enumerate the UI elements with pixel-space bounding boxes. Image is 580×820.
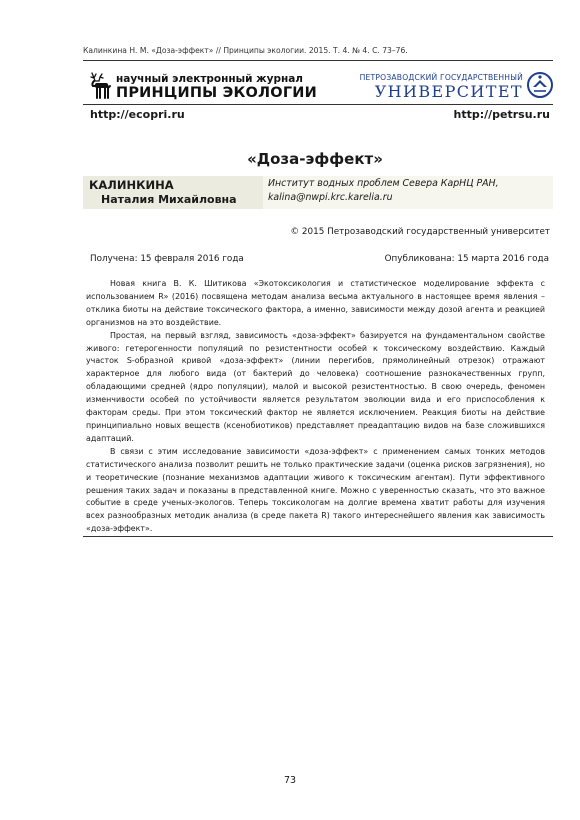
- university-url-link[interactable]: http://petrsu.ru: [453, 108, 550, 121]
- divider: [83, 60, 553, 61]
- published-date: Опубликована: 15 марта 2016 года: [384, 254, 549, 264]
- received-date: Получена: 15 февраля 2016 года: [90, 254, 244, 264]
- citation-line: Калинкина Н. М. «Доза-эффект» // Принципы экологии. 2015. Т. 4. № 4. С. 73–76.: [83, 46, 408, 55]
- divider: [83, 536, 553, 537]
- author-given-names: Наталия Михайловна: [101, 193, 237, 206]
- university-name-line2: УНИВЕРСИТЕТ: [374, 82, 523, 101]
- affiliation-panel: [263, 176, 553, 209]
- journal-name: ПРИНЦИПЫ ЭКОЛОГИИ: [116, 85, 317, 101]
- divider: [83, 104, 553, 105]
- author-surname: КАЛИНКИНА: [89, 178, 174, 192]
- body-paragraph: Новая книга В. К. Шитикова «Экотоксикология и статистическое моделирование эффекта с использованием R» (2016) посвящена методам анализа весьма актуального в настоящее время явления – отклика биоты на действие токсического фактора, а именно, зависимости между дозой агента и реакцией организмов на это воздействие.: [86, 279, 545, 327]
- journal-url-link[interactable]: http://ecopri.ru: [90, 108, 185, 121]
- article-body: [86, 278, 545, 536]
- university-name-line1: ПЕТРОЗАВОДСКИЙ ГОСУДАРСТВЕННЫЙ: [359, 73, 523, 82]
- university-logo-block[interactable]: [359, 70, 555, 104]
- copyright-notice: © 2015 Петрозаводский государственный университет: [290, 227, 550, 237]
- journal-type-label: научный электронный журнал: [116, 73, 303, 85]
- body-paragraph: Простая, на первый взгляд, зависимость «доза-эффект» базируется на фундаментальном свойстве живого: гетерогенности популяций по резистентности особей к токсическому воздействию. Каждый участок S-образной кривой «доза-эффект» (линии перегибов, прямолинейный отрезок) отражают характерное для любого вида (от бактерий до человека) соотношение разнокачественных групп, обладающими средней (ядро популяции), малой и высокой резистентностью. В свою очередь, феномен изменчивости особей по устойчивости является результатом эволюции вида и его приспособления к факторам среды. При этом токсический фактор не является исключением. Реакция биоты на действие принципиально новых веществ (ксенобиотиков) представляет преадаптацию видов на базе сложившихся адаптаций.: [86, 330, 545, 443]
- affiliation-institute: Институт водных проблем Севера КарНЦ РАН,: [268, 178, 499, 189]
- article-title: «Доза-эффект»: [247, 150, 383, 168]
- body-paragraph: В связи с этим исследование зависимости «доза-эффект» с применением самых тонких методов статистического анализа позволит решить не только практические задачи (оценка рисков загрязнения), но и теоретические (познание механизмов адаптации живого к токсическим агентам). Пути эффективного решения таких задач и показаны в представленной книге. Можно с уверенностью сказать, что это важное событие в среде ученых-экологов. Теперь токсикологам на долгие времена хватит работы для изучения всех разнообразных методик анализа (в среде пакета R) такого интереснейшего явления как зависимость «доза-эффект».: [86, 446, 545, 534]
- author-box: [83, 176, 553, 209]
- university-emblem-icon: [527, 71, 553, 99]
- deer-logo-icon: [86, 71, 112, 101]
- page-number: 73: [283, 775, 297, 786]
- author-email-link[interactable]: kalina@nwpi.krc.karelia.ru: [268, 192, 393, 203]
- journal-logo-block[interactable]: [86, 71, 336, 105]
